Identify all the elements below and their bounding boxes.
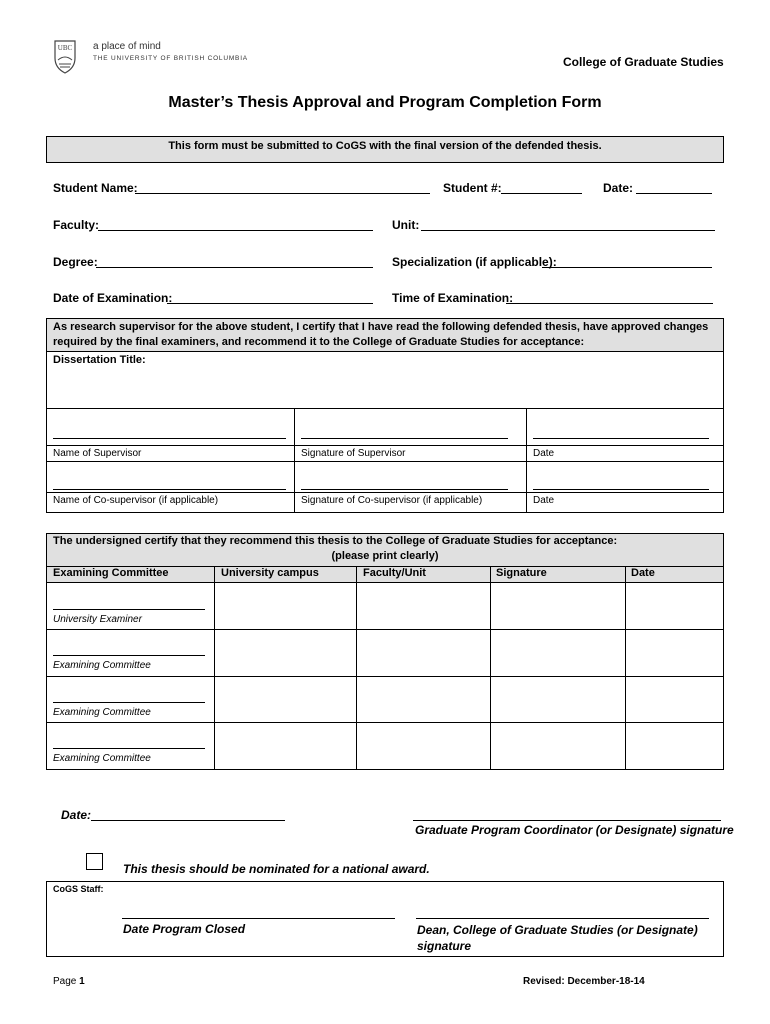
supervisor-date-input[interactable]: [533, 438, 709, 439]
page-label: Page: [53, 976, 77, 987]
bottom-date-label: Date:: [61, 808, 92, 822]
nominate-text: This thesis should be nominated for a national award.: [123, 862, 430, 876]
committee-statement: The undersigned certify that they recommend this thesis to the College of Graduate Studies for acceptance:: [53, 535, 618, 547]
notice-text: This form must be submitted to CoGS with the final version of the defended thesis.: [168, 140, 602, 152]
time-exam-input[interactable]: [506, 303, 713, 304]
page-title: Master’s Thesis Approval and Program Completion Form: [168, 94, 602, 111]
student-name-label: Student Name:: [53, 181, 138, 195]
specialization-input[interactable]: [542, 267, 712, 268]
dean-label-line2: signature: [417, 939, 472, 953]
notice-box: [46, 136, 724, 163]
faculty-label: Faculty:: [53, 218, 100, 232]
dean-signature-input[interactable]: [416, 918, 709, 919]
committee-row-role: Examining Committee: [53, 707, 151, 718]
time-exam-label: Time of Examination:: [392, 291, 514, 305]
committee-row-role: Examining Committee: [53, 753, 151, 764]
date-closed-label: Date Program Closed: [123, 922, 246, 936]
supervisor-name-input[interactable]: [53, 438, 286, 439]
degree-label: Degree:: [53, 255, 98, 269]
col-date: Date: [631, 567, 655, 579]
page-num: 1: [79, 976, 85, 987]
sig-supervisor-label: Signature of Supervisor: [301, 448, 406, 459]
college-name: College of Graduate Studies: [563, 55, 724, 69]
col-examining-committee: Examining Committee: [53, 567, 169, 579]
committee-member-input[interactable]: [53, 748, 205, 749]
logo-text: UBC: [57, 44, 73, 52]
ubc-logo: [54, 40, 76, 74]
student-name-input[interactable]: [135, 193, 430, 194]
cosupervisor-name-input[interactable]: [53, 489, 286, 490]
degree-input[interactable]: [96, 267, 373, 268]
date-label: Date:: [603, 181, 634, 195]
faculty-input[interactable]: [98, 230, 373, 231]
cosupervisor-signature-input[interactable]: [301, 489, 508, 490]
university-name: THE UNIVERSITY OF BRITISH COLUMBIA: [93, 55, 248, 62]
print-note: (please print clearly): [331, 550, 439, 562]
cosupervisor-date-label: Date: [533, 495, 555, 506]
cosupervisor-date-input[interactable]: [533, 489, 709, 490]
sig-cosupervisor-label: Signature of Co-supervisor (if applicable): [301, 495, 483, 506]
supervisor-signature-input[interactable]: [301, 438, 508, 439]
coordinator-label: Graduate Program Coordinator (or Designate) signature: [415, 823, 734, 837]
committee-member-input[interactable]: [53, 655, 205, 656]
date-closed-input[interactable]: [122, 918, 395, 919]
dean-label-line1: Dean, College of Graduate Studies (or Designate): [417, 923, 698, 937]
name-cosupervisor-label: Name of Co-supervisor (if applicable): [53, 495, 219, 506]
committee-row-role: University Examiner: [53, 614, 142, 625]
cogs-staff-label: CoGS Staff:: [53, 884, 104, 894]
specialization-label: Specialization (if applicable):: [392, 255, 557, 269]
page-number: [53, 976, 85, 987]
date-exam-input[interactable]: [167, 303, 373, 304]
nominate-checkbox[interactable]: [86, 853, 103, 870]
revised-date: Revised: December-18-14: [523, 976, 645, 987]
examiner-name-input[interactable]: [53, 609, 205, 610]
student-number-label: Student #:: [443, 181, 502, 195]
supervisor-statement: As research supervisor for the above student, I certify that I have read the following defended thesis, have approved changes required by the final examiners, and recommend it to the College of Graduate Studies for acceptance:: [53, 321, 709, 348]
committee-row-role: Examining Committee: [53, 660, 151, 671]
tagline: a place of mind: [93, 41, 161, 52]
dissertation-title-input[interactable]: [47, 368, 723, 408]
supervisor-date-label: Date: [533, 448, 555, 459]
coordinator-signature-input[interactable]: [413, 820, 721, 821]
committee-member-input[interactable]: [53, 702, 205, 703]
name-supervisor-label: Name of Supervisor: [53, 448, 142, 459]
col-university-campus: University campus: [221, 567, 319, 579]
date-input[interactable]: [636, 193, 712, 194]
col-signature: Signature: [496, 567, 547, 579]
date-exam-label: Date of Examination:: [53, 291, 173, 305]
dean-label: [417, 922, 698, 954]
bottom-date-input[interactable]: [91, 820, 285, 821]
dissertation-title-label: Dissertation Title:: [53, 354, 146, 366]
unit-label: Unit:: [392, 218, 420, 232]
col-faculty-unit: Faculty/Unit: [363, 567, 426, 579]
student-number-input[interactable]: [501, 193, 582, 194]
unit-input[interactable]: [421, 230, 715, 231]
